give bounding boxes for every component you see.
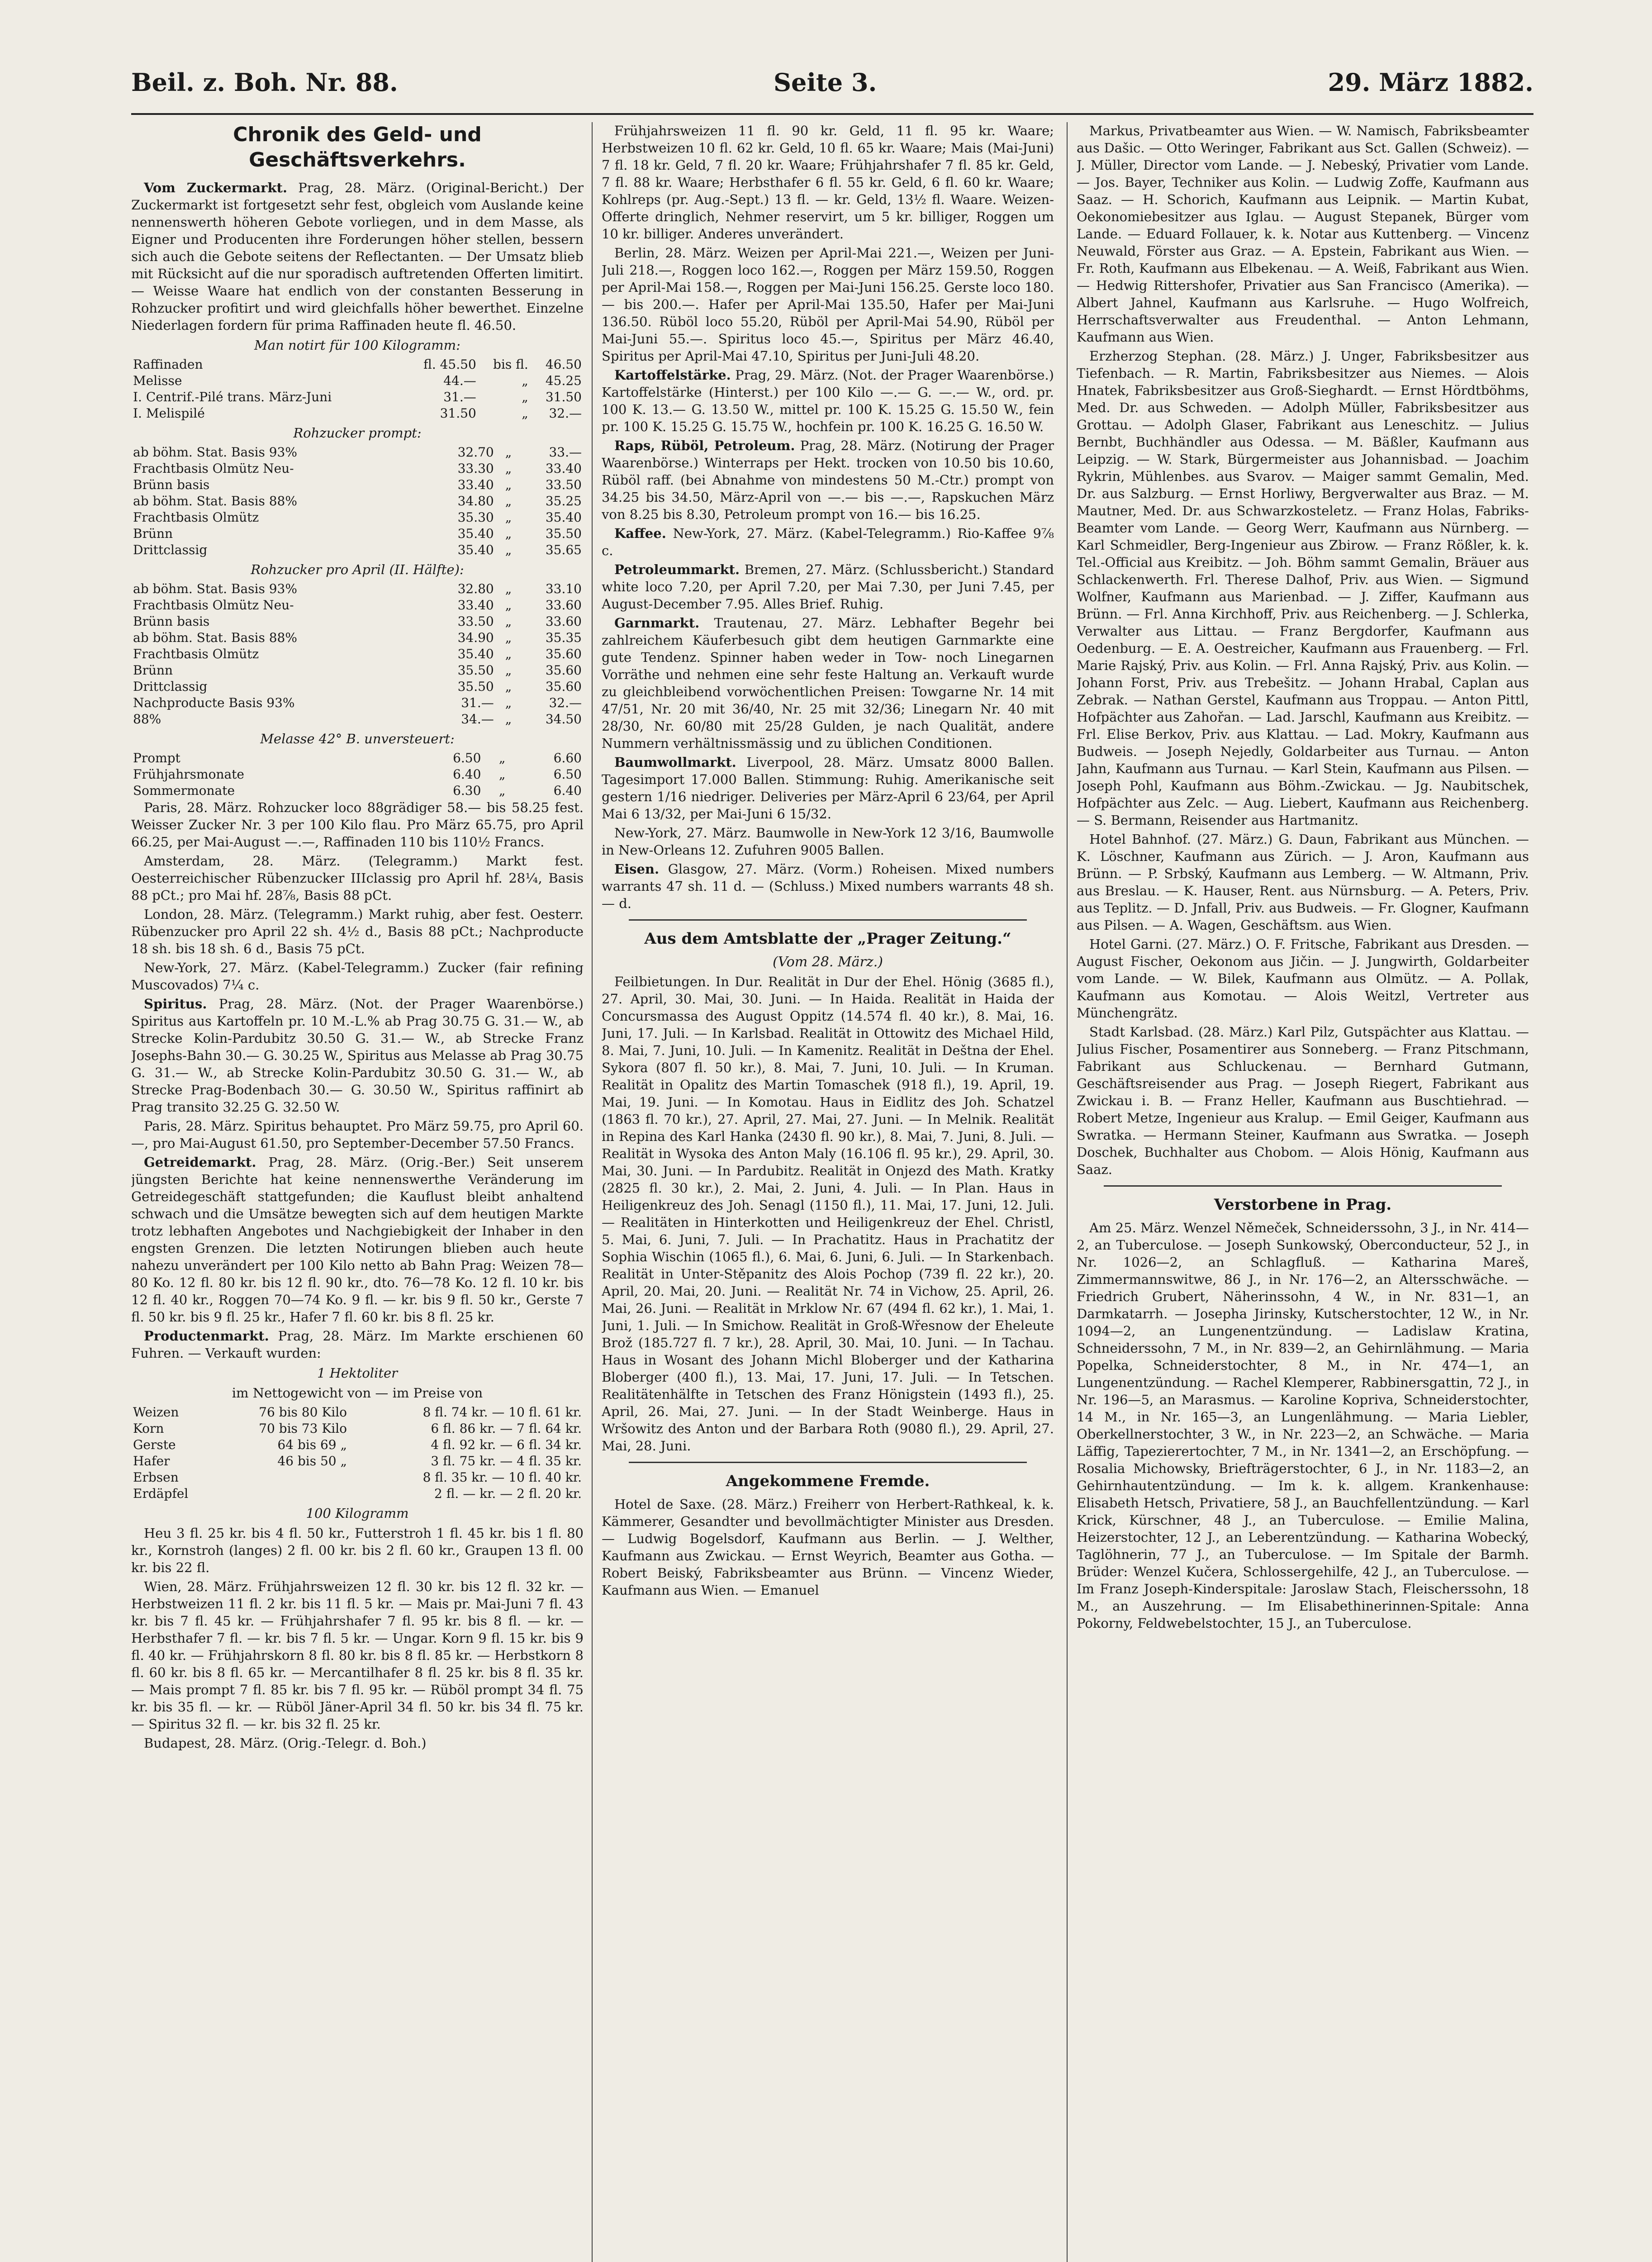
- table-cell: 46 bis 50 „: [277, 1454, 347, 1468]
- table-row: [131, 356, 584, 373]
- table-cell: 2 fl. — kr. — 2 fl. 20 kr.: [434, 1486, 582, 1501]
- zuckermarkt-text: Prag, 28. März. (Original-Bericht.) Der Zuckermarkt ist fortgesetzt sehr fest, obgleich vom Auslande keine nennenswerth höheren Gebote vorliegen, und in dem Masse, als Eigner und Producenten ihre Forderungen höher stellen, bessern sich auch die Gebote seitens der Reflectanten. — Der Umsatz blieb mit Rücksicht auf die nur sporadisch auftretenden Offerten limitirt. — Weisse Waare hat endlich von der constanten Besserung in Rohzucker profitirt und wird gleichfalls höher bewerthet. Einzelne Niederlagen fordern für prima Raffinaden heute fl. 46.50.: [131, 180, 584, 333]
- table-cell: Nachproducte Basis 93%: [133, 695, 295, 710]
- table-cell: 32.—: [549, 695, 582, 710]
- column-2: [602, 122, 1054, 2262]
- table-cell: 34.50: [545, 712, 582, 727]
- table-cell: bis fl.: [493, 357, 528, 372]
- netto-header: im Nettogewicht von — im Preise von: [232, 1385, 483, 1401]
- table-cell: 33.40: [457, 598, 494, 613]
- table-cell: Melisse: [133, 373, 182, 388]
- london-report: London, 28. März. (Telegramm.) Markt ruhig, aber fest. Oesterr. Rübenzucker pro April 22 sh. 4½ d., Basis 88 pCt.; Nachproducte 18 sh. bis 18 sh. 6 d., Basis 75 pCt.: [131, 907, 584, 956]
- table-cell: „: [505, 695, 512, 710]
- table-cell: Hafer: [133, 1454, 170, 1468]
- table-cell: „: [505, 646, 512, 661]
- eisen-text: Glasgow, 27. März. (Vorm.) Roheisen. Mixed numbers warrants 47 sh. 11 d. — (Schluss.) Mixed numbers warrants 48 sh. — d.: [602, 861, 1054, 911]
- table-cell: „: [505, 542, 512, 557]
- table-cell: I. Melispilé: [133, 406, 205, 421]
- table-row: [131, 613, 584, 630]
- table-cell: 35.40: [457, 542, 494, 557]
- table-cell: 6.30: [453, 783, 481, 798]
- table-row: [131, 461, 584, 477]
- table-cell: 46.50: [545, 357, 582, 372]
- table-row: [131, 783, 584, 799]
- header-center: Seite 3.: [774, 68, 877, 97]
- table-row: [131, 695, 584, 711]
- table-cell: 31.—: [461, 695, 494, 710]
- table-cell: „: [505, 663, 512, 678]
- table-row: [131, 542, 584, 558]
- table-cell: 35.40: [545, 510, 582, 525]
- table-cell: „: [505, 614, 512, 629]
- table-cell: 31.—: [443, 390, 476, 404]
- table-cell: 70 bis 73 Kilo: [259, 1421, 347, 1436]
- raffinaden-table: [131, 356, 584, 422]
- newspaper-page: [131, 63, 1533, 2262]
- newyork-baumwolle: New-York, 27. März. Baumwolle in New-York 12 3/16, Baumwolle in New-Orleans 12. Zufuhren 9005 Ballen.: [602, 825, 1054, 858]
- table-row: [131, 662, 584, 679]
- hektoliter-label: 1 Hektoliter: [317, 1365, 398, 1381]
- getreide-text: Prag, 28. März. (Orig.-Ber.) Seit unserem jüngsten Berichte hat keine nennenswerthe Veränderung im Getreidegeschäft stattgefunden; die Kauflust bleibt anhaltend schwach und die Umsätze bewegten sich auf dem heutigen Markte trotz lebhaften Angebotes und Nachgiebigkeit der Inhaber in den engsten Grenzen. Die letzten Notirungen blieben auch heute nahezu unverändert per 100 Kilo netto ab Bahn Prag: Weizen 78—80 Ko. 12 fl. 80 kr. bis 12 fl. 90 kr., dto. 76—78 Ko. 12 fl. 10 kr. bis 12 fl. 40 kr., Roggen 70—74 Ko. 9 fl. — kr. bis 9 fl. 50 kr., Gerste 7 fl. 50 kr. bis 9 fl. 25 kr., Hafer 7 fl. 60 kr. bis 8 fl. 25 kr.: [131, 1155, 584, 1325]
- table-cell: ab böhm. Stat. Basis 93%: [133, 581, 297, 596]
- table-cell: 31.50: [545, 390, 582, 404]
- table-cell: 35.50: [457, 679, 494, 694]
- rohzucker-april-label: Rohzucker pro April (II. Hälfte):: [251, 562, 464, 577]
- table-cell: „: [522, 373, 528, 388]
- table-cell: 34.90: [457, 630, 494, 645]
- garn-heading: Garnmarkt.: [614, 615, 700, 631]
- table-cell: Brünn: [133, 663, 173, 678]
- paris-spiritus-report: Paris, 28. März. Spiritus behauptet. Pro März 59.75, pro April 60.—, pro Mai-August 61.50, pro September-December 57.50 Francs.: [131, 1118, 584, 1151]
- table-cell: „: [505, 510, 512, 525]
- table-cell: 76 bis 80 Kilo: [259, 1405, 347, 1420]
- table-cell: ab böhm. Stat. Basis 93%: [133, 445, 297, 460]
- table-cell: 35.50: [457, 663, 494, 678]
- table-cell: 88%: [133, 712, 161, 727]
- baumwoll-paragraph: [602, 754, 1054, 822]
- section-separator: [629, 919, 1027, 921]
- table-cell: 33.40: [545, 461, 582, 476]
- rohzucker-prompt-label: Rohzucker prompt:: [293, 425, 422, 441]
- table-cell: „: [505, 477, 512, 492]
- table-cell: ab böhm. Stat. Basis 88%: [133, 494, 297, 508]
- table-cell: „: [505, 526, 512, 541]
- table-row: [131, 597, 584, 613]
- baumwoll-heading: Baumwollmarkt.: [614, 755, 736, 770]
- table-row: [131, 373, 584, 389]
- table-cell: [216, 1469, 349, 1486]
- table-row: [131, 477, 584, 493]
- table-cell: 33.50: [545, 477, 582, 492]
- producten-heading: Productenmarkt.: [144, 1328, 269, 1344]
- table-cell: 34.—: [461, 712, 494, 727]
- table-cell: 33.30: [457, 461, 494, 476]
- raps-text: Prag, 28. März. (Notirung der Prager Waarenbörse.) Winterraps per Hekt. trocken von 10.50 bis 10.60, Rüböl raff. (bei Abnahme von mindestens 50 M.-Ctr.) prompt von 34.25 bis 34.50, März-April von —.— bis —.—, Rapskuchen März von 8.25 bis 8.30, Petroleum prompt von 16.— bis 16.25.: [602, 438, 1054, 522]
- amtsblatt-title: Aus dem Amtsblatte der „Prager Zeitung.“: [644, 930, 1011, 948]
- raps-heading: Raps, Rüböl, Petroleum.: [614, 438, 795, 453]
- eisen-paragraph: [602, 860, 1054, 912]
- table-row: [131, 444, 584, 461]
- kartoffel-heading: Kartoffelstärke.: [614, 367, 731, 383]
- eisen-heading: Eisen.: [614, 861, 660, 877]
- table-cell: Brünn: [133, 526, 173, 541]
- rohzucker-april-table: [131, 581, 584, 727]
- table-cell: 35.25: [545, 494, 582, 508]
- kaffee-text: New-York, 27. März. (Kabel-Telegramm.) Rio-Kaffee 9⅞ c.: [602, 526, 1054, 558]
- angekommene-text: Hotel de Saxe. (28. März.) Freiherr von Herbert-Rathkeal, k. k. Kämmerer, Gesandter und bevollmächtigter Minister aus Dresden. — Ludwig Bogelsdorf, Kaufmann aus Berlin. — J. Welther, Kaufmann aus Zwickau. — Ernst Weyrich, Beamter aus Gotha. — Robert Beiský, Fabriksbeamter aus Brünn. — Vincenz Wieder, Kaufmann aus Wien. — Emanuel: [602, 1497, 1054, 1598]
- table-cell: „: [505, 445, 512, 460]
- table-cell: 33.—: [549, 445, 582, 460]
- wien-report: Wien, 28. März. Frühjahrsweizen 12 fl. 30 kr. bis 12 fl. 32 kr. — Herbstweizen 11 fl. 2 kr. bis 11 fl. 5 kr. — Mais pr. Mai-Juni 7 fl. 43 kr. bis 7 fl. 45 kr. — Frühjahrshafer 7 fl. 95 kr. bis 8 fl. — kr. — Herbsthafer 7 fl. — kr. bis 7 fl. 5 kr. — Ungar. Korn 9 fl. 15 kr. bis 9 fl. 40 kr. — Frühjahrskorn 8 fl. 80 kr. bis 8 fl. 85 kr. — Herbstkorn 8 fl. 60 kr. bis 8 fl. 65 kr. — Mercantilhafer 8 fl. 25 kr. bis 8 fl. 35 kr. — Mais prompt 7 fl. 85 kr. bis 7 fl. 95 kr. — Rüböl prompt 34 fl. 75 kr. bis 35 fl. — kr. — Rüböl Jäner-April 34 fl. 50 kr. bis 34 fl. 75 kr. — Spiritus 32 fl. — kr. bis 32 fl. 25 kr.: [131, 1579, 584, 1732]
- table-cell: „: [505, 581, 512, 596]
- table-cell: „: [505, 461, 512, 476]
- getreide-heading: Getreidemarkt.: [144, 1155, 256, 1170]
- table-cell: Weizen: [133, 1405, 179, 1420]
- table-cell: „: [522, 406, 528, 421]
- table-cell: 45.25: [545, 373, 582, 388]
- kartoffel-text: Prag, 29. März. (Not. der Prager Waarenbörse.) Kartoffelstärke (Hinterst.) per 100 Kilo —.— G. —.— W., ord. pr. 100 K. 13.— G. 13.50 W., mittel pr. 100 K. 15.25 G. 15.50 W., fein pr. 100 K. 15.25 G. 15.75 W., hochfein pr. 100 K. 16.25 G. 16.50 W.: [602, 367, 1054, 434]
- table-cell: 35.30: [457, 510, 494, 525]
- table-row: [131, 509, 584, 526]
- header-rule: [131, 113, 1533, 115]
- garn-paragraph: [602, 614, 1054, 752]
- table-cell: Sommermonate: [133, 783, 235, 798]
- hotel-bahnhof: Hotel Bahnhof. (27. März.) G. Daun, Fabrikant aus München. — K. Löschner, Kaufmann aus Zürich. — J. Aron, Kaufmann aus Brünn. — P. Srbský, Kaufmann aus Lemberg. — W. Altmann, Priv. aus Breslau. — K. Hauser, Rent. aus Nürnsburg. — A. Peters, Priv. aus Teplitz. — D. Jnfall, Priv. aus Budweis. — Fr. Glogner, Kaufmann aus Pilsen. — A. Wagen, Geschäftsm. aus Wien.: [1077, 832, 1529, 933]
- fremde-continued: Markus, Privatbeamter aus Wien. — W. Namisch, Fabriksbeamter aus Dašic. — Otto Weringer, Fabrikant aus Sct. Gallen (Schweiz). — J. Müller, Director vom Lande. — J. Nebeský, Privatier vom Lande. — Jos. Bayer, Techniker aus Kolin. — Ludwig Zoffe, Kaufmann aus Saaz. — H. Schorich, Kaufmann aus Leipnik. — Martin Kubat, Oekonomiebesitzer aus Iglau. — August Stepanek, Bürger vom Lande. — Eduard Follauer, k. k. Notar aus Kuttenberg. — Vincenz Neuwald, Förster aus Graz. — A. Epstein, Fabrikant aus Wien. — Fr. Roth, Kaufmann aus Elbekenau. — A. Weiß, Fabrikant aus Wien. — Hedwig Rittershofer, Privatier aus San Francisco (Amerika). — Albert Jahnel, Kaufmann aus Karlsruhe. — Hugo Wolfreich, Herrschaftsverwalter aus Freudenthal. — Anton Lehmann, Kaufmann aus Wien.: [1077, 123, 1529, 345]
- table-cell: Erdäpfel: [133, 1486, 189, 1501]
- spiritus-heading: Spiritus.: [144, 996, 207, 1012]
- table-row: [131, 389, 584, 405]
- petroleum-paragraph: [602, 561, 1054, 613]
- table-cell: Frachtbasis Olmütz: [133, 510, 259, 525]
- amtsblatt-date: (Vom 28. März.): [773, 954, 883, 970]
- table-cell: 35.50: [545, 526, 582, 541]
- verstorbene-title: Verstorbene in Prag.: [1214, 1196, 1392, 1214]
- header-right: 29. März 1882.: [1328, 68, 1533, 97]
- kaffee-paragraph: [602, 525, 1054, 559]
- getreide-paragraph: [131, 1154, 584, 1326]
- raps-paragraph: [602, 437, 1054, 523]
- column-3: [1077, 122, 1529, 2262]
- table-cell: Drittclassig: [133, 679, 208, 694]
- table-cell: 35.60: [545, 646, 582, 661]
- table-cell: Frachtbasis Olmütz Neu-: [133, 598, 294, 613]
- table-cell: „: [505, 630, 512, 645]
- table-cell: 3 fl. 75 kr. — 4 fl. 35 kr.: [431, 1454, 582, 1468]
- table-cell: fl. 45.50: [423, 357, 476, 372]
- column-divider: [592, 122, 593, 2262]
- table-cell: Gerste: [133, 1437, 176, 1452]
- feilbietungen-text: Feilbietungen. In Dur. Realität in Dur der Ehel. Hönig (3685 fl.), 27. April, 30. Mai, 30. Juni. — In Haida. Realität in Haida der Concursmassa des August Oppitz (14.574 fl. 40 kr.), 8. Mai, 16. Juni, 17. Juli. — In Karlsbad. Realität in Ottowitz des Michael Hild, 8. Mai, 7. Juni, 10. Juli. — In Kamenitz. Realität in Deštna der Ehel. Sykora (807 fl. 50 kr.), 8. Mai, 7. Juni, 10. Juli. — In Kruman. Realität in Opalitz des Martin Tomaschek (918 fl.), 19. April, 19. Mai, 19. Juni. — In Komotau. Haus in Eidlitz des Joh. Schatzel (1863 fl. 70 kr.), 27. April, 27. Mai, 27. Juni. — In Melnik. Realität in Repina des Karl Hanka (2430 fl. 90 kr.), 8. Mai, 7. Juni, 8. Juli. — Realität in Wysoka des Anton Maly (16.106 fl. 95 kr.), 29. April, 30. Mai, 30. Juni. — In Pardubitz. Realität in Onjezd des Math. Kratky (2825 fl. 30 kr.), 2. Mai, 2. Juni, 4. Juli. — In Plan. Haus in Heiligenkreuz des Joh. Senagl (1150 fl.), 11. Mai, 17. Juni, 12. Juli. — Realitäten in Hinterkotten und Heiligenkreuz der Ehel. Christl, 5. Mai, 6. Juni, 7. Juli. — In Prachatitz. Haus in Prachatitz der Sophia Wischin (1065 fl.), 6. Mai, 6. Juni, 6. Juli. — In Starkenbach. Realität in Unter-Stěpanitz des Alois Pochop (739 fl. 22 kr.), 20. April, 20. Mai, 20. Juni. — Realität Nr. 74 in Vichow, 25. April, 26. Mai, 26. Juni. — Realität in Mrklow Nr. 67 (494 fl. 62 kr.), 1. Mai, 1. Juni, 1. Juli. — In Smichow. Realität in Groß-Wřesnow der Eheleute Brož (185.727 fl. 7 kr.), 28. April, 30. Mai, 10. Juni. — In Tachau. Haus in Wosant des Johann Michl Bloberger und der Katharina Bloberger (400 fl.), 13. Mai, 17. Juni, 17. Juli. — In Tetschen. Realitätenhälfte in Tetschen des Franz Hönigstein (1493 fl.), 25. April, 26. Mai, 27. Juni. — In der Stadt Weinberge. Haus in Wršowitz des Anton und der Barbara Roth (9080 fl.), 29. April, 27. Mai, 28. Juni.: [602, 974, 1054, 1454]
- spiritus-paragraph: [131, 995, 584, 1116]
- table-row: [131, 711, 584, 727]
- table-row: [131, 1421, 584, 1437]
- table-cell: 33.10: [545, 581, 582, 596]
- table-cell: Frachtbasis Olmütz: [133, 646, 259, 661]
- table-cell: Erbsen: [133, 1470, 179, 1485]
- zuckermarkt-heading: Vom Zuckermarkt.: [144, 180, 288, 195]
- table-cell: [216, 1486, 349, 1502]
- table-row: [131, 1486, 584, 1502]
- table-cell: „: [505, 494, 512, 508]
- table-row: [131, 679, 584, 695]
- table-cell: „: [522, 390, 528, 404]
- section-separator: [629, 1462, 1027, 1463]
- angekommene-title: Angekommene Fremde.: [726, 1472, 930, 1490]
- table-cell: 6.50: [453, 751, 481, 765]
- producten-table: [131, 1404, 584, 1502]
- table-cell: 8 fl. 35 kr. — 10 fl. 40 kr.: [422, 1470, 582, 1485]
- table-row: [131, 405, 584, 422]
- table-cell: Brünn basis: [133, 477, 210, 492]
- rohzucker-prompt-table: [131, 444, 584, 558]
- table-row: [131, 493, 584, 509]
- producten-paragraph: [131, 1327, 584, 1362]
- section-title: Chronik des Geld- und Geschäftsverkehrs.: [233, 123, 482, 171]
- melasse-label: Melasse 42° B. unversteuert:: [260, 731, 455, 746]
- table-cell: 32.—: [549, 406, 582, 421]
- table-row: [131, 646, 584, 662]
- table-cell: 33.60: [545, 614, 582, 629]
- table-cell: Drittclassig: [133, 542, 208, 557]
- page-header: [131, 63, 1533, 104]
- table-cell: 4 fl. 92 kr. — 6 fl. 34 kr.: [431, 1437, 582, 1452]
- table-cell: 64 bis 69 „: [277, 1437, 347, 1452]
- table-row: [131, 526, 584, 542]
- garn-text: Trautenau, 27. März. Lebhafter Begehr bei zahlreichem Käuferbesuch gibt dem heutigen Garnmarkte eine gute Tendenz. Spinner haben weder in Tow- noch Linegarnen Vorräthe und nehmen eine sehr feste Haltung an. Verkauft wurde zu gleichbleibend vorwöchentlichen Preisen: Towgarne Nr. 14 mit 47/51, Nr. 20 mit 36/40, Nr. 25 mit 32/36; Linegarn Nr. 40 mit 28/30, Nr. 60/80 mit 25/28 Gulden, je nach Qualität, andere Nummern verhältnissmässig und zu üblichen Conditionen.: [602, 615, 1054, 751]
- table-cell: 33.50: [457, 614, 494, 629]
- table-row: [131, 630, 584, 646]
- kartoffel-paragraph: [602, 366, 1054, 435]
- table-cell: „: [498, 767, 506, 782]
- notirt-label: Man notirt für 100 Kilogramm:: [254, 337, 460, 353]
- table-cell: 31.50: [440, 406, 476, 421]
- table-cell: Frachtbasis Olmütz Neu-: [133, 461, 294, 476]
- table-cell: „: [498, 783, 506, 798]
- kilogramm-label: 100 Kilogramm: [306, 1506, 409, 1521]
- table-cell: 32.80: [457, 581, 494, 596]
- hotel-erzherzog: Erzherzog Stephan. (28. März.) J. Unger, Fabriksbesitzer aus Tiefenbach. — R. Martin, Fabriksbesitzer aus Niemes. — Alois Hnatek, Fabriksbesitzer aus Groß-Sieghardt. — Ernst Hördtböhms, Med. Dr. aus Schweden. — Adolph Müller, Fabriksbesitzer aus Grottau. — Adolph Glaser, Fabrikant aus Leneschitz. — Julius Bernbt, Buchhändler aus Odessa. — M. Bäßler, Kaufmann aus Leipzig. — W. Stark, Bürgermeister aus Johannisbad. — Joachim Rykrin, Mühlenbes. aus Svarov. — Maiger sammt Gemalin, Med. Dr. aus Salzburg. — Ernst Horliwy, Bergverwalter aus Braz. — M. Mautner, Med. Dr. aus Schwarzkosteletz. — Franz Holas, Fabriks-Beamter vom Lande. — Georg Werr, Kaufmann aus Nürnberg. — Karl Schmeidler, Berg-Ingenieur aus Zbirow. — Franz Rößler, k. k. Tel.-Official aus Kreibitz. — Joh. Böhm sammt Gemalin, Bräuer aus Schlackenwerth. Frl. Therese Dalhof, Priv. aus Wien. — Sigmund Wolfner, Kaufmann aus Marienbad. — J. Ziffer, Kaufmann aus Brünn. — Frl. Anna Kirchhoff, Priv. aus Reichenberg. — J. Schlerka, Verwalter aus Littau. — Franz Bergdorfer, Kaufmann aus Oedenburg. — E. A. Oestreicher, Kaufmann aus Frauenberg. — Frl. Marie Rajský, Priv. aus Kolin. — Frl. Anna Rajský, Priv. aus Kolin. — Johann Forst, Priv. aus Trebešitz. — Johann Hrabal, Caplan aus Zebrak. — Nathan Gerstel, Kaufmann aus Troppau. — Anton Pittl, Hofpächter aus Zahořan. — Lad. Jarschl, Kaufmann aus Kreibitz. — Frl. Elise Berkov, Priv. aus Klattau. — Lad. Mokry, Kaufmann aus Budweis. — Joseph Nejedly, Goldarbeiter aus Turnau. — Anton Jahn, Kaufmann aus Turnau. — Karl Stein, Kaufmann aus Pilsen. — Joseph Pohl, Kaufmann aus Böhm.-Zwickau. — Jg. Naubitschek, Hofpächter aus Zelc. — Aug. Liebert, Kaufmann aus Reichenberg. — S. Bermann, Reisender aus Hartmanitz.: [1077, 348, 1529, 828]
- kaffee-heading: Kaffee.: [614, 526, 666, 541]
- table-row: [131, 1437, 584, 1453]
- table-cell: 6.50: [553, 767, 582, 782]
- table-row: [131, 766, 584, 783]
- table-cell: 6.60: [553, 751, 582, 765]
- table-cell: 6 fl. 86 kr. — 7 fl. 64 kr.: [431, 1421, 582, 1436]
- table-cell: „: [505, 598, 512, 613]
- table-cell: 6.40: [453, 767, 481, 782]
- baumwoll-text: Liverpool, 28. März. Umsatz 8000 Ballen. Tagesimport 17.000 Ballen. Stimmung: Ruhig. Amerikanische seit gestern 1/16 niedriger. Deliveries per März-April 6 23/64, per April Mai 6 13/32, per Mai-Juni 6 15/32.: [602, 755, 1054, 822]
- table-cell: I. Centrif.-Pilé trans. März-Juni: [133, 390, 332, 404]
- table-cell: Raffinaden: [133, 357, 203, 372]
- table-cell: 35.60: [545, 679, 582, 694]
- table-cell: „: [505, 712, 512, 727]
- table-cell: „: [505, 679, 512, 694]
- spiritus-text: Prag, 28. März. (Not. der Prager Waarenbörse.) Spiritus aus Kartoffeln pr. 10 M.-L.% ab Prag 30.75 G. 31.— W., ab Strecke Kolin-Pardubitz 30.50 G. 31.— W., ab Strecke Franz Josephs-Bahn 30.— G. 30.25 W., Spiritus aus Melasse ab Prag 30.75 G. 31.— W., ab Strecke Kolin-Pardubitz 30.50 G. 31.— W., ab Strecke Prag-Bodenbach 30.— G. 30.50 W., Spiritus raffinirt ab Prag transito 32.25 G. 32.50 W.: [131, 996, 584, 1115]
- table-cell: Prompt: [133, 751, 180, 765]
- table-cell: 35.40: [457, 526, 494, 541]
- section-separator: [1104, 1185, 1502, 1187]
- budapest-continued: Frühjahrsweizen 11 fl. 90 kr. Geld, 11 fl. 95 kr. Waare; Herbstweizen 10 fl. 62 kr. Geld, 10 fl. 65 kr. Waare; Mais (Mai-Juni) 7 fl. 18 kr. Geld, 7 fl. 20 kr. Waare; Frühjahrshafer 7 fl. 85 kr. Geld, 7 fl. 88 kr. Waare; Herbsthafer 6 fl. 55 kr. Geld, 6 fl. 60 kr. Waare; Kohlreps (pr. Aug.-Sept.) 13 fl. — kr. Geld, 13½ fl. Waare. Weizen-Offerte dringlich, Nehmer reservirt, um 5 kr. billiger, Roggen um 10 kr. billiger. Anderes unverändert.: [602, 123, 1054, 242]
- table-cell: 44.—: [443, 373, 476, 388]
- table-cell: 32.70: [457, 445, 494, 460]
- table-row: [131, 750, 584, 766]
- column-divider: [1067, 122, 1068, 2262]
- table-row: [131, 581, 584, 597]
- berlin-report: Berlin, 28. März. Weizen per April-Mai 221.—, Weizen per Juni-Juli 218.—, Roggen loco 162.—, Roggen per März 159.50, Roggen per April-Mai 158.—, Roggen per Mai-Juni 156.25. Gerste loco 180.— bis 200.—. Hafer per April-Mai 135.50, Hafer per Mai-Juni 136.50. Rüböl loco 55.20, Rüböl per April-Mai 54.90, Rüböl per Mai-Juni 55.—. Spiritus loco 45.—, Spiritus per März 46.40, Spiritus per April-Mai 47.10, Spiritus per Juni-Juli 48.20.: [602, 245, 1054, 364]
- header-left: Beil. z. Boh. Nr. 88.: [131, 68, 398, 97]
- table-cell: 35.65: [545, 542, 582, 557]
- table-cell: ab böhm. Stat. Basis 88%: [133, 630, 297, 645]
- table-cell: 33.60: [545, 598, 582, 613]
- amsterdam-report: Amsterdam, 28. März. (Telegramm.) Markt fest. Oesterreichischer Rübenzucker IIIclassig pro April hf. 28¼, Basis 88 pCt.; pro Mai hf. 28⅞, Basis 88 pCt.: [131, 853, 584, 903]
- budapest-report: Budapest, 28. März. (Orig.-Telegr. d. Boh.): [144, 1735, 427, 1751]
- table-cell: 35.60: [545, 663, 582, 678]
- table-cell: „: [498, 751, 506, 765]
- stadt-karlsbad: Stadt Karlsbad. (28. März.) Karl Pilz, Gutspächter aus Klattau. — Julius Fischer, Posamentirer aus Sonneberg. — Franz Pitschmann, Fabrikant aus Schluckenau. — Bernhard Gutmann, Geschäftsreisender aus Prag. — Joseph Riegert, Fabrikant aus Zwickau i. B. — Franz Heller, Kaufmann aus Buschtiehrad. — Robert Metze, Ingenieur aus Kralup. — Emil Geiger, Kaufmann aus Swratka. — Hermann Steiner, Kaufmann aus Swratka. — Joseph Doschek, Buchhalter aus Chobom. — Alois Hönig, Kaufmann aus Saaz.: [1077, 1024, 1529, 1177]
- hotel-garni: Hotel Garni. (27. März.) O. F. Fritsche, Fabrikant aus Dresden. — August Fischer, Oekonom aus Jičin. — J. Jungwirth, Goldarbeiter vom Lande. — W. Bilek, Kaufmann aus Olmütz. — A. Pollak, Kaufmann aus Komotau. — Alois Weitzl, Vertreter aus Münchengrätz.: [1077, 936, 1529, 1021]
- newyork-report: New-York, 27. März. (Kabel-Telegramm.) Zucker (fair refining Muscovados) 7¼ c.: [131, 960, 584, 993]
- heu-report: Heu 3 fl. 25 kr. bis 4 fl. 50 kr., Futterstroh 1 fl. 45 kr. bis 1 fl. 80 kr., Kornstroh (langes) 2 fl. 00 kr. bis 2 fl. 60 kr., Graupen 13 fl. 00 kr. bis 22 fl.: [131, 1525, 584, 1575]
- table-row: [131, 1453, 584, 1469]
- producten-text: Prag, 28. März. Im Markte erschienen 60 Fuhren. — Verkauft wurden:: [131, 1328, 584, 1361]
- melasse-table: [131, 750, 584, 799]
- table-cell: Frühjahrsmonate: [133, 767, 244, 782]
- table-cell: 6.40: [553, 783, 582, 798]
- verstorbene-text: Am 25. März. Wenzel Němeček, Schneiderssohn, 3 J., in Nr. 414—2, an Tuberculose. — Joseph Sunkowský, Oberconducteur, 52 J., in Nr. 1026—2, an Schlagfluß. — Katharina Mareš, Zimmermannswitwe, 86 J., in Nr. 176—2, an Altersschwäche. — Friedrich Grubert, Näherinssohn, 4 W., in Nr. 831—1, an Darmkatarrh. — Josepha Jirinsky, Kutscherstochter, 12 W., in Nr. 1094—2, an Lungenentzündung. — Ladislaw Kratina, Schneiderssohn, 7 M., in Nr. 839—2, an Gehirnlähmung. — Maria Popelka, Schneiderstochter, 8 M., in Nr. 474—1, an Lungenentzündung. — Rachel Klemperer, Rabbinersgattin, 72 J., in Nr. 196—5, an Marasmus. — Karoline Kopriva, Schneiderstochter, 14 M., in Nr. 165—3, an Lungenlähmung. — Maria Liebler, Oberkellnerstochter, 3 W., in Nr. 223—2, an Schwäche. — Maria Läffig, Tapezierertochter, 7 M., in Nr. 1341—2, an Erschöpfung. — Rosalia Michowsky, Briefträgerstochter, 6 J., in Nr. 1183—2, an Gehirnhautentzündung. — Im k. k. allgem. Krankenhause: Elisabeth Hetsch, Privatiere, 58 J., an Bauchfellentzündung. — Karl Krick, Kürschner, 48 J., an Tuberculose. — Emilie Malina, Heizerstochter, 12 J., an Leberentzündung. — Katharina Wobecký, Taglöhnerin, 77 J., an Tuberculose. — Im Spitale der Barmh. Brüder: Wenzel Kučera, Schlossergehilfe, 42 J., an Tuberculose. — Im Franz Joseph-Kinderspitale: Jaroslaw Stach, Fleischerssohn, 18 M., an Auszehrung. — Im Elisabethinerinnen-Spitale: Anna Pokorny, Feldwebelstochter, 15 J., an Tuberculose.: [1077, 1220, 1529, 1631]
- column-1: [131, 122, 584, 2262]
- zuckermarkt-paragraph: [131, 179, 584, 334]
- table-row: [131, 1469, 584, 1486]
- petroleum-heading: Petroleummarkt.: [614, 562, 740, 577]
- table-cell: 35.40: [457, 646, 494, 661]
- table-cell: 34.80: [457, 494, 494, 508]
- table-cell: 8 fl. 74 kr. — 10 fl. 61 kr.: [422, 1405, 582, 1420]
- petroleum-text: Bremen, 27. März. (Schlussbericht.) Standard white loco 7.20, per April 7.20, per Mai 7.30, per Juni 7.45, per August-December 7.95. Alles Brief. Ruhig.: [602, 562, 1054, 612]
- table-cell: 33.40: [457, 477, 494, 492]
- paris-report: Paris, 28. März. Rohzucker loco 88grädiger 58.— bis 58.25 fest. Weisser Zucker Nr. 3 per 100 Kilo flau. Pro März 65.75, pro April 66.25, per Mai-August —.—, Raffinaden 110 bis 110½ Francs.: [131, 800, 584, 850]
- table-cell: 35.35: [545, 630, 582, 645]
- table-cell: Brünn basis: [133, 614, 210, 629]
- table-row: [131, 1404, 584, 1421]
- table-cell: Korn: [133, 1421, 164, 1436]
